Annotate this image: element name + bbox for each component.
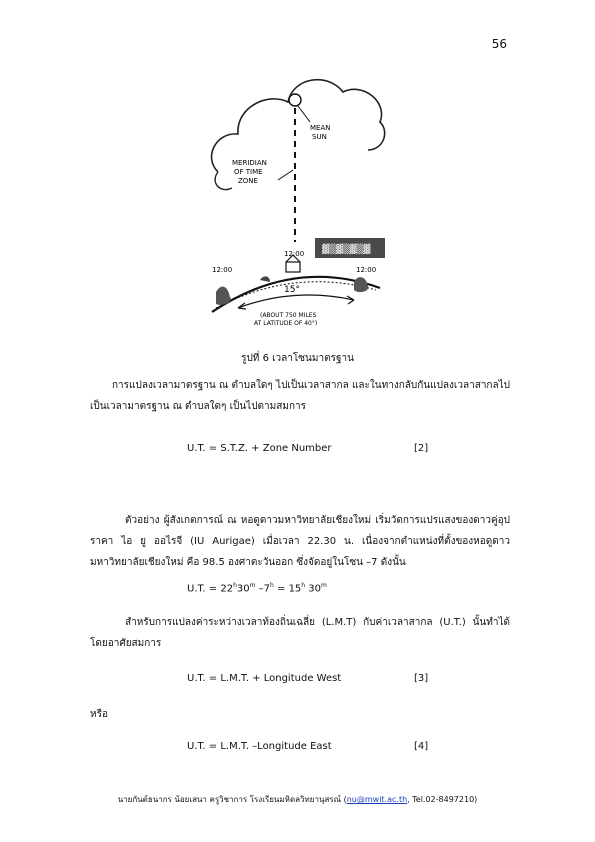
degree-label: 15° (284, 285, 300, 295)
paragraph-1: การแปลงเวลามาตรฐาน ณ ตำบลใดๆ ไปเป็นเวลาสากล และในทางกลับกันแปลงเวลาสากลไปเป็นเวลามาตรฐาน ณ ตำบลใดๆ เป็นไปตามสมการ (90, 380, 510, 412)
equation-4-number: [4] (414, 741, 429, 752)
cloud-shape (215, 172, 232, 190)
degree-arc (238, 295, 354, 308)
paragraph-2: ตัวอย่าง ผู้สังเกตการณ์ ณ หอดูดาวมหาวิทยาลัยเชียงใหม่ เริ่มวัดการแปรแสงของดาวคู่อุปราคา ไอ ยู ออไรจี (IU Aurigae) เมื่อเวลา 22.30 น. เนื่องจากตำแหน่งที่ตั้งของหอดูดาวมหาวิทยาลัยเชียงใหม่ คือ 98.5 องศาตะวันออก ซึ่งจัดอยู่ในโซน –7 ดังนั้น (90, 515, 510, 568)
mean-sun-label: SUN (312, 133, 327, 141)
mean-sun-label: MEAN (310, 124, 331, 132)
meridian-label: MERIDIAN (232, 159, 267, 167)
distance-label: AT LATITUDE OF 40°) (254, 320, 318, 327)
equation-4: U.T. = L.M.T. –Longitude East (187, 741, 332, 752)
equation-example: U.T. = $22^h30^m$ $-7^h = 15^h$ 30$^m$ (187, 582, 327, 595)
equation-3: U.T. = L.M.T. + Longitude West (187, 673, 342, 684)
paragraph-3: สำหรับการแปลงค่าระหว่างเวลาท้องถิ่นเฉลี่ย (L.M.T) กับค่าเวลาสากล (U.T.) นั้นทำได้โดยอาศัยสมการ (90, 617, 510, 649)
equation-2-number: [2] (414, 443, 429, 454)
footer (0, 793, 595, 806)
time-label-right: 12:00 (356, 266, 377, 274)
meridian-label: OF TIME (234, 168, 263, 176)
equation-3-number: [3] (414, 673, 429, 684)
distance-label: (ABOUT 750 MILES (260, 312, 317, 319)
time-label-center: 12:00 (284, 250, 305, 258)
time-label-left: 12:00 (212, 266, 233, 274)
mean-sun-icon (289, 94, 301, 106)
meridian-label: ZONE (238, 177, 258, 185)
equation-2: U.T. = S.T.Z. + Zone Number (187, 443, 332, 454)
or-label: หรือ (90, 709, 108, 720)
footer-email-link[interactable]: nu@mwit.ac.th (346, 795, 408, 804)
svg-text:▓▒▓▒▓▒▓: ▓▒▓▒▓▒▓ (322, 245, 371, 255)
footer-author: นายกันต์ธนากร น้อยเสนา ครูวิชาการ โรงเรียนมหิดลวิทยานุสรณ์ ( (117, 795, 347, 804)
time-zone-figure (198, 62, 390, 337)
page-number: 56 (491, 37, 507, 51)
footer-phone: , Tel.02-8497210) (407, 795, 478, 804)
figure-caption: รูปที่ 6 เวลาโซนมาตรฐาน (241, 353, 354, 364)
